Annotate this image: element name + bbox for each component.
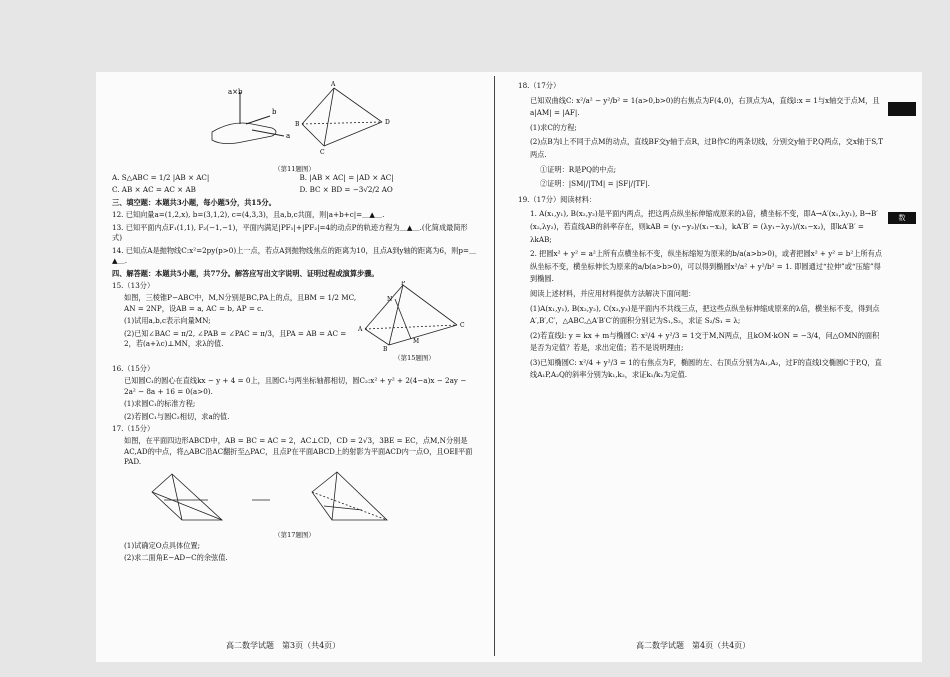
q16-part2: (2)若圆C₁与圆C₂相切，求a的值. — [124, 411, 230, 421]
q17-body: 如图，在平面四边形ABCD中，AB = BC = AC = 2，AC⊥CD，CD = 2√3，3BE = EC，点M,N分别是AC,AD的中点，将△ABC沿AC翻折至△PAC，且点P在平面ABCD上的射影为平面ACD内一点O，且OE∥平面PAD. — [124, 436, 473, 467]
tetra-label-d: D — [385, 119, 390, 126]
material-2: 2. 把圆x² + y² = a²上所有点横坐标不变，纵坐标缩短为原来的b/a(a>b>0)，或者把圆x² + y² = b²上所有点纵坐标不变，横坐标伸长为原来的a/b(a>b>0)，可以得到椭圆x²/a² + y²/b² = 1. 即圆通过“拉伸”或“压缩”得到椭圆. — [530, 249, 882, 284]
option-d: D. BC × BD = −3√2/2 AO — [299, 185, 393, 195]
figure-15-drawing — [357, 281, 472, 351]
q19-part2: (2)若直线l: y = kx + m与椭圆C: x²/4 + y²/3 = 1交于M,N两点，且kOM·kON = −3/4，问△OMN的面积是否为定值？若是，求出定值；若不是说明理由; — [530, 330, 880, 353]
fig15-label-a: A — [358, 325, 363, 333]
exam-sheet — [96, 72, 922, 662]
figure-11-drawing — [112, 80, 477, 162]
question-14: 14. 已知点A是抛物线C:x²=2py(p>0)上一点，若点A到抛物线焦点的距离为10，且点A到y轴的距离为6，则p=＿▲＿. — [112, 245, 477, 266]
figure-11-caption: （第11题图） — [274, 165, 315, 174]
q15-part2: (2)已知∠BAC = π/2, ∠PAB = ∠PAC = π/3，且PA = AB = AC = 2，若(a+λc)⊥MN，求λ的值. — [124, 328, 347, 349]
edge-label: 数 — [888, 212, 916, 224]
fig15-label-b: B — [383, 345, 388, 351]
q17-part1: (1)试确定O点具体位置; — [124, 540, 200, 550]
option-a: A. S△ABC = 1/2 |AB × AC| — [112, 173, 210, 182]
fig15-label-p: P — [401, 280, 406, 287]
q11-options — [112, 173, 477, 198]
right-footer: 高二数学试题 第4页（共4页） — [636, 641, 751, 650]
read-instruction: 阅读上述材料，并应用材料提供方法解决下面问题： — [530, 288, 696, 298]
tetra-label-a: A — [331, 81, 336, 88]
hand-icon — [212, 92, 284, 144]
figure-17-drawing — [112, 470, 477, 528]
tetra-label-c: C — [320, 149, 325, 156]
q17-part2: (2)求二面角E−AD−C的余弦值. — [124, 553, 228, 563]
question-13: 13. 已知平面内点F₁(1,1), F₂(−1,−1)，平面内满足|PF₁|+|PF₂|=4的动点P的轨迹方程为＿▲＿.(化简成最简形式) — [112, 222, 468, 243]
q15-head: 15.（13分） — [112, 280, 155, 290]
q16-body: 已知圆C₁的圆心在直线kx − y + 4 = 0上，且圆C₁与两坐标轴都相切，圆C₂:x² + y² + 2(4−a)x − 2ay − 2a² − 8a + 16 = 0(a>0). — [124, 376, 467, 396]
figure-15 — [357, 281, 472, 364]
q15-part1: (1)试用a,b,c表示向量MN; — [124, 316, 211, 326]
q19-part1: (1)A(x₁,y₁), B(x₂,y₂), C(x₃,y₃)是平面内不共线三点，把这些点纵坐标伸缩成原来的λ倍，横坐标不变，得到点A′,B′,C′，△ABC,△A′B′C′的面积分别记为S₁,S₂，求证 S₂/S₁ = λ; — [530, 303, 880, 326]
q18-head: 18.（17分） — [518, 81, 561, 90]
right-column — [518, 80, 883, 384]
figure-17-caption: （第17题图） — [274, 531, 315, 540]
q18-body: 已知双曲线C: x²/a² − y²/b² = 1(a>0,b>0)的右焦点为F(4,0)，右顶点为A，直线l:x = 1与x轴交于点M，且a|AM| = |AF|. — [530, 95, 880, 118]
q19-head: 19.（17分）阅读材料： — [518, 194, 597, 204]
q18-part1: (1)求C的方程; — [530, 122, 577, 132]
figure-17 — [112, 470, 477, 541]
option-c: C. AB × AC = AC × AB — [112, 185, 196, 195]
column-divider — [494, 76, 495, 656]
left-footer: 高二数学试题 第3页（共4页） — [226, 641, 341, 650]
q16-part1: (1)求圆C₁的标准方程; — [124, 399, 196, 409]
tetrahedron-11 — [302, 88, 382, 146]
q16-head: 16.（15分） — [112, 363, 155, 373]
q17-head: 17.（15分） — [112, 423, 155, 433]
section-4-heading: 四、解答题：本题共5小题，共77分。解答应写出文字说明、证明过程或演算步骤。 — [112, 268, 379, 278]
question-12: 12. 已知向量a=(1,2,x), b=(3,1,2), c=(4,3,3)，且a,b,c共面，则|a+b+c|=＿▲＿. — [112, 210, 385, 220]
fig15-label-m: M — [413, 337, 420, 345]
q18-part2a: ①证明：R是PQ的中点; — [540, 164, 617, 174]
q19-part3: (3)已知椭圆C: x²/4 + y²/3 = 1的右焦点为F，椭圆的左、右顶点分别为A₁,A₂，过F的直线l交椭圆C于P,Q，直线A₁P,A₂Q的斜率分别为k₁,k₂，求证k₁/k₂为定值. — [530, 357, 882, 380]
figure-11 — [112, 80, 477, 174]
q18-part2: (2)点B为l上不同于点M的动点，直线BF交y轴于点R，过B作C的两条切线，分别交y轴于P,Q两点，交x轴于S,T两点. — [530, 137, 883, 159]
fig15-label-n: N — [387, 295, 393, 303]
option-b: B. |AB × AC| = |AD × AC| — [299, 173, 394, 182]
left-column — [112, 80, 477, 565]
q18-part2b: ②证明：|SM|/|TM| = |SF|/|TF|. — [540, 179, 650, 189]
question-15 — [112, 281, 477, 364]
q15-body: 如图，三棱锥P−ABC中，M,N分别是BC,PA上的点，且BM = 1/2 MC, AN = 2NP，设AB = a, AC = b, AP = c. — [124, 293, 357, 313]
section-3-heading: 三、填空题：本题共3小题，每小题5分，共15分。 — [112, 197, 276, 207]
hand-label-a: a — [286, 132, 291, 140]
edge-tab — [888, 102, 916, 116]
fig15-label-c: C — [460, 321, 465, 329]
material-1: 1. A(x₁,y₁), B(x₂,y₂)是平面内两点，把这两点纵坐标伸缩成原来的λ倍，横坐标不变，即A→A′(x₁,λy₁), B→B′(x₂,λy₂)，若直线AB的斜率存在，则kAB = (y₁−y₂)/(x₁−x₂)，kA′B′ = (λy₁−λy₂)/(x₁−x₂)，即kA′B′ = λkAB; — [530, 209, 878, 244]
tetra-label-b: B — [295, 121, 300, 128]
hand-label-axb: a×b — [228, 88, 243, 96]
hand-label-b: b — [272, 108, 277, 116]
figure-15-caption: （第15题图） — [394, 354, 435, 363]
